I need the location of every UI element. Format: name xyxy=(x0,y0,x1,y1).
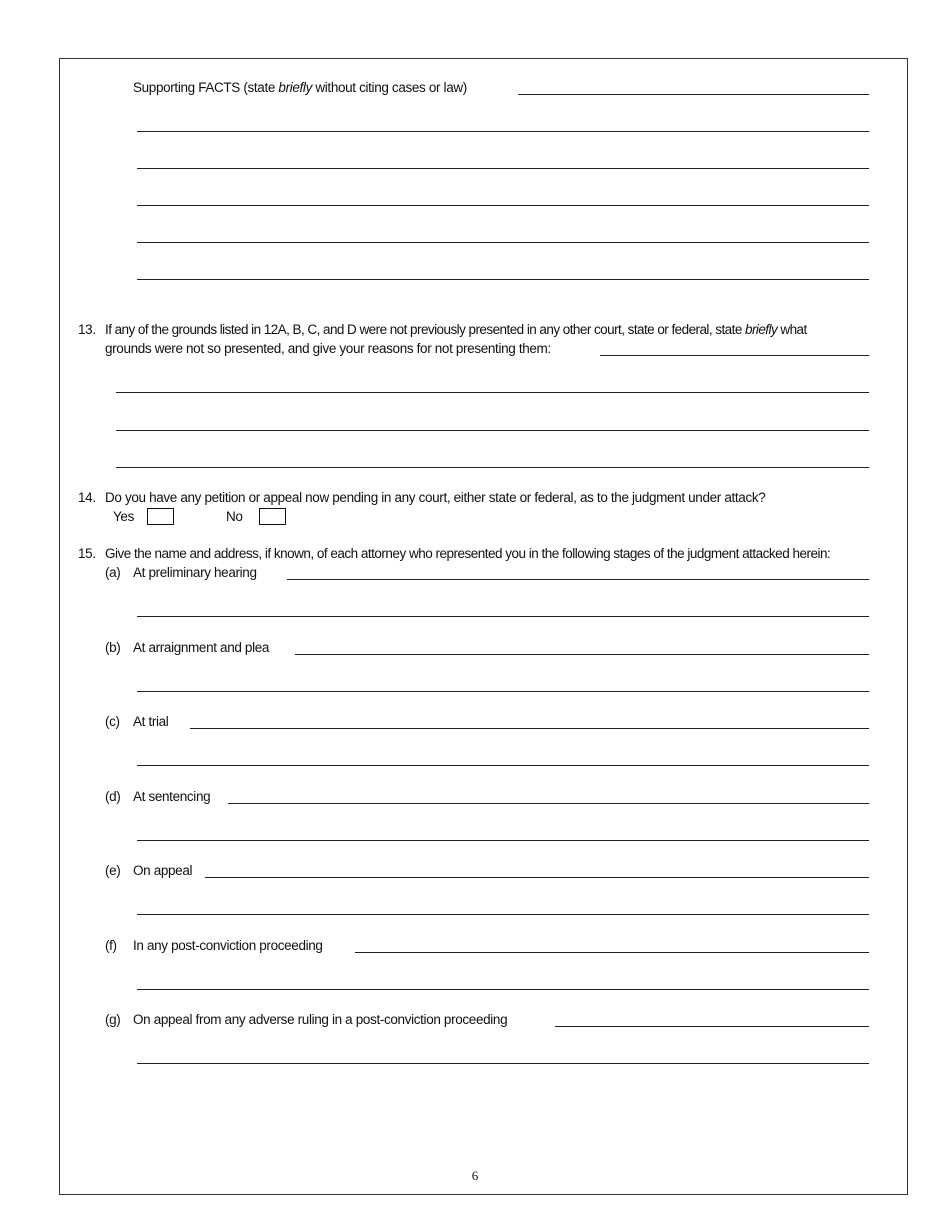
arraignment-attorney-line[interactable] xyxy=(137,691,869,692)
appeal-attorney-line[interactable] xyxy=(137,914,869,915)
q13-text-line1: If any of the grounds listed in 12A, B, C, and D were not previously presented in any other court, state or federal, state briefly what xyxy=(105,322,807,337)
q15-item-letter: (c) xyxy=(105,714,120,729)
facts-answer-line[interactable] xyxy=(137,168,869,169)
q13-answer-line[interactable] xyxy=(116,392,869,393)
facts-answer-line[interactable] xyxy=(137,205,869,206)
facts-answer-line[interactable] xyxy=(518,94,869,95)
q15-item-letter: (f) xyxy=(105,938,117,953)
q13-answer-line[interactable] xyxy=(116,430,869,431)
q13-number: 13. xyxy=(78,322,96,337)
q15-item-label: At sentencing xyxy=(133,789,211,804)
facts-answer-line[interactable] xyxy=(137,242,869,243)
q15-text: Give the name and address, if known, of each attorney who represented you in the following stages of the judgment attacked herein: xyxy=(105,546,831,561)
q14-text: Do you have any petition or appeal now pending in any court, either state or federal, as to the judgment under attack? xyxy=(105,490,766,505)
q14-yes-label: Yes xyxy=(113,509,134,524)
preliminary-hearing-attorney-line[interactable] xyxy=(287,579,869,580)
q15-item-label: On appeal from any adverse ruling in a post-conviction proceeding xyxy=(133,1012,508,1027)
trial-attorney-line[interactable] xyxy=(137,765,869,766)
page-number: 6 xyxy=(471,1168,479,1183)
post-conviction-attorney-line[interactable] xyxy=(137,989,869,990)
post-conviction-appeal-attorney-line[interactable] xyxy=(137,1063,869,1064)
q15-item-label: In any post-conviction proceeding xyxy=(133,938,323,953)
q15-item-letter: (e) xyxy=(105,863,121,878)
q13-answer-line[interactable] xyxy=(116,467,869,468)
sentencing-attorney-line[interactable] xyxy=(228,803,869,804)
q15-item-letter: (a) xyxy=(105,565,121,580)
arraignment-attorney-line[interactable] xyxy=(295,654,869,655)
post-conviction-attorney-line[interactable] xyxy=(355,952,869,953)
q15-number: 15. xyxy=(78,546,96,561)
facts-answer-line[interactable] xyxy=(137,131,869,132)
q13-answer-line[interactable] xyxy=(600,355,869,356)
q15-item-label: At arraignment and plea xyxy=(133,640,270,655)
q15-item-label: At preliminary hearing xyxy=(133,565,257,580)
q14-no-label: No xyxy=(226,509,243,524)
q14-yes-checkbox[interactable] xyxy=(147,508,174,525)
q14-number: 14. xyxy=(78,490,96,505)
q15-item-letter: (d) xyxy=(105,789,121,804)
appeal-attorney-line[interactable] xyxy=(205,877,869,878)
q15-item-letter: (b) xyxy=(105,640,121,655)
preliminary-hearing-attorney-line[interactable] xyxy=(137,616,869,617)
post-conviction-appeal-attorney-line[interactable] xyxy=(555,1026,869,1027)
q15-item-label: At trial xyxy=(133,714,169,729)
sentencing-attorney-line[interactable] xyxy=(137,840,869,841)
q15-item-letter: (g) xyxy=(105,1012,121,1027)
facts-answer-line[interactable] xyxy=(137,279,869,280)
trial-attorney-line[interactable] xyxy=(190,728,869,729)
q13-text-line2: grounds were not so presented, and give your reasons for not presenting them: xyxy=(105,341,551,356)
q14-no-checkbox[interactable] xyxy=(259,508,286,525)
q15-item-label: On appeal xyxy=(133,863,193,878)
supporting-facts-label: Supporting FACTS (state briefly without citing cases or law) xyxy=(133,80,467,95)
